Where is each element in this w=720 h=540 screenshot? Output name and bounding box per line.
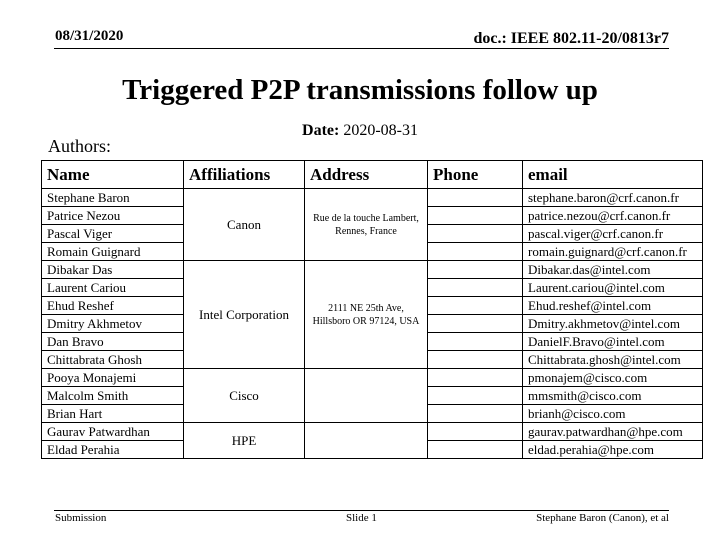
table-row [42, 423, 703, 441]
table-row [42, 369, 703, 387]
email-cell: Dibakar.das@intel.com [523, 261, 703, 279]
phone-cell [428, 333, 523, 351]
email-cell: Chittabrata.ghosh@intel.com [523, 351, 703, 369]
email-cell: stephane.baron@crf.canon.fr [523, 189, 703, 207]
phone-cell [428, 441, 523, 459]
authors-table [41, 160, 703, 459]
author-name-cell: Romain Guignard [42, 243, 184, 261]
column-header-affiliations: Affiliations [184, 161, 305, 189]
author-name-cell: Gaurav Patwardhan [42, 423, 184, 441]
page-title: Triggered P2P transmissions follow up [122, 74, 598, 106]
address-cell [305, 369, 428, 423]
author-name-cell: Ehud Reshef [42, 297, 184, 315]
column-header-address: Address [305, 161, 428, 189]
author-name-cell: Eldad Perahia [42, 441, 184, 459]
table-header-row [42, 161, 703, 189]
affiliation-cell: Intel Corporation [184, 261, 305, 369]
author-name-cell: Dibakar Das [42, 261, 184, 279]
author-name-cell: Patrice Nezou [42, 207, 184, 225]
table-row [42, 189, 703, 207]
address-cell: 2111 NE 25th Ave, Hillsboro OR 97124, USA [305, 261, 428, 369]
footer-submission: Submission [55, 512, 107, 524]
email-cell: Dmitry.akhmetov@intel.com [523, 315, 703, 333]
affiliation-cell: Cisco [184, 369, 305, 423]
footer-divider [54, 510, 669, 511]
author-name-cell: Laurent Cariou [42, 279, 184, 297]
address-cell [305, 423, 428, 459]
phone-cell [428, 315, 523, 333]
phone-cell [428, 423, 523, 441]
phone-cell [428, 279, 523, 297]
email-cell: pascal.viger@crf.canon.fr [523, 225, 703, 243]
address-cell: Rue de la touche Lambert, Rennes, France [305, 189, 428, 261]
authors-label: Authors: [48, 136, 111, 156]
header-doc-id: doc.: IEEE 802.11-20/0813r7 [473, 30, 669, 47]
column-header-name: Name [42, 161, 184, 189]
author-name-cell: Pascal Viger [42, 225, 184, 243]
author-name-cell: Dmitry Akhmetov [42, 315, 184, 333]
phone-cell [428, 297, 523, 315]
phone-cell [428, 369, 523, 387]
phone-cell [428, 189, 523, 207]
email-cell: Laurent.cariou@intel.com [523, 279, 703, 297]
email-cell: DanielF.Bravo@intel.com [523, 333, 703, 351]
email-cell: mmsmith@cisco.com [523, 387, 703, 405]
date-value: 2020-08-31 [343, 122, 418, 139]
email-cell: eldad.perahia@hpe.com [523, 441, 703, 459]
author-name-cell: Brian Hart [42, 405, 184, 423]
phone-cell [428, 243, 523, 261]
email-cell: brianh@cisco.com [523, 405, 703, 423]
footer-slide-number: Slide 1 [346, 512, 377, 524]
date-label: Date: [302, 122, 340, 139]
phone-cell [428, 351, 523, 369]
footer-author: Stephane Baron (Canon), et al [536, 512, 669, 524]
column-header-email: email [523, 161, 703, 189]
author-name-cell: Pooya Monajemi [42, 369, 184, 387]
header-divider [54, 48, 669, 49]
authors-table-body [42, 189, 703, 459]
author-name-cell: Dan Bravo [42, 333, 184, 351]
header-date: 08/31/2020 [55, 28, 124, 44]
phone-cell [428, 207, 523, 225]
phone-cell [428, 225, 523, 243]
email-cell: romain.guignard@crf.canon.fr [523, 243, 703, 261]
author-name-cell: Malcolm Smith [42, 387, 184, 405]
email-cell: Ehud.reshef@intel.com [523, 297, 703, 315]
phone-cell [428, 405, 523, 423]
author-name-cell: Chittabrata Ghosh [42, 351, 184, 369]
email-cell: patrice.nezou@crf.canon.fr [523, 207, 703, 225]
phone-cell [428, 387, 523, 405]
affiliation-cell: HPE [184, 423, 305, 459]
email-cell: pmonajem@cisco.com [523, 369, 703, 387]
affiliation-cell: Canon [184, 189, 305, 261]
phone-cell [428, 261, 523, 279]
author-name-cell: Stephane Baron [42, 189, 184, 207]
email-cell: gaurav.patwardhan@hpe.com [523, 423, 703, 441]
column-header-phone: Phone [428, 161, 523, 189]
table-row [42, 261, 703, 279]
